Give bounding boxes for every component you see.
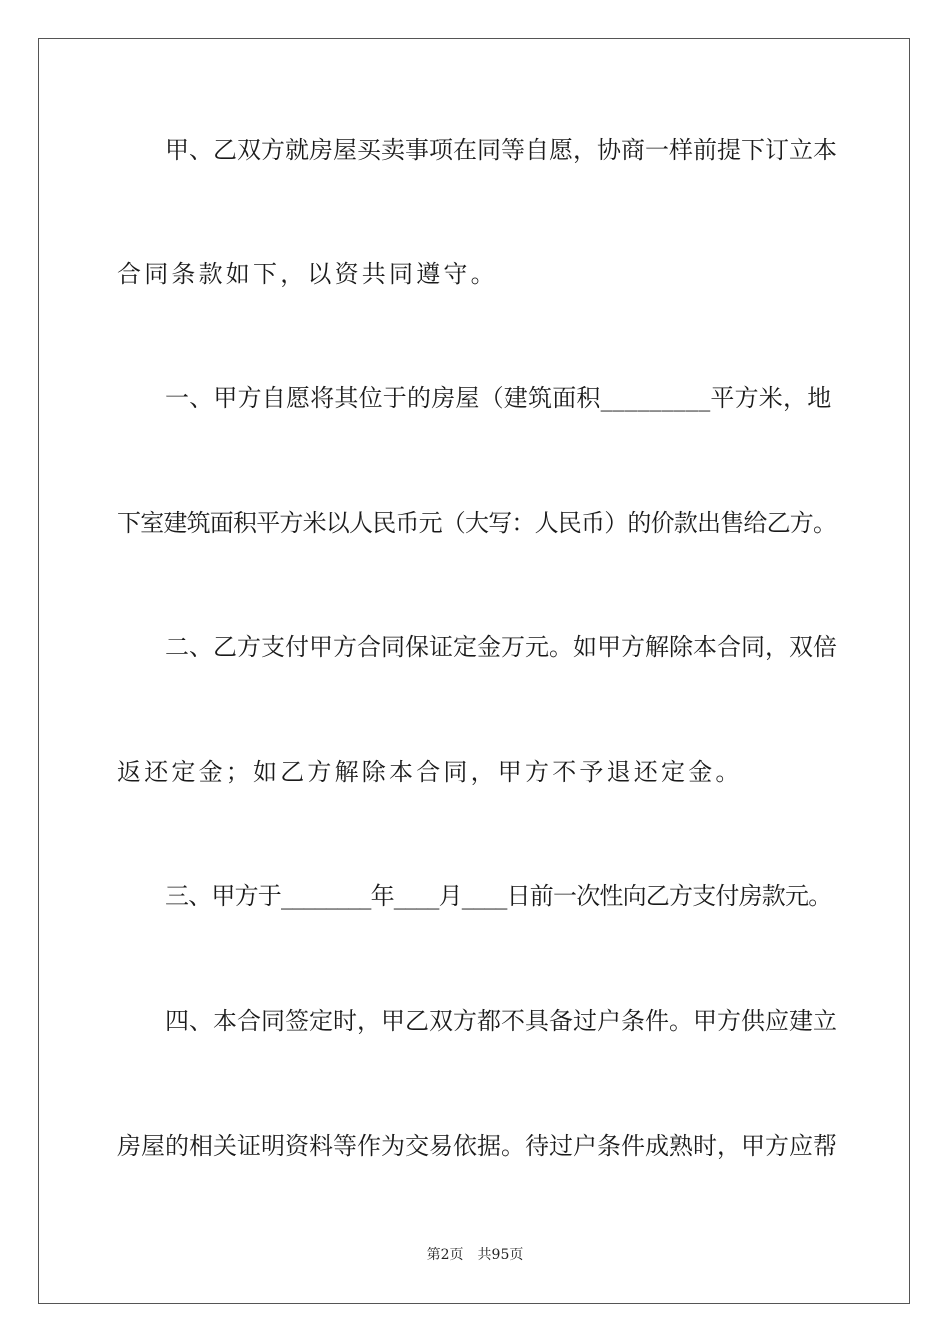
paragraph-line: 三、甲方于________年____月____日前一次性向乙方支付房款元。 <box>165 882 832 910</box>
paragraph-line: 房屋的相关证明资料等作为交易依据。待过户条件成熟时，甲方应帮 <box>117 1132 837 1160</box>
paragraph-line: 一、甲方自愿将其位于的房屋（建筑面积_________平方米，地 <box>165 384 832 412</box>
paragraph-line: 二、乙方支付甲方合同保证定金万元。如甲方解除本合同，双倍 <box>165 633 837 661</box>
paragraph-line: 返还定金；如乙方解除本合同，甲方不予退还定金。 <box>117 758 743 786</box>
paragraph-line: 下室建筑面积平方米以人民币元（大写：人民币）的价款出售给乙方。 <box>117 509 837 537</box>
page-footer <box>0 1246 950 1264</box>
paragraph-line: 合同条款如下，以资共同遵守。 <box>117 260 498 288</box>
paragraph-line: 四、本合同签定时，甲乙双方都不具备过户条件。甲方供应建立 <box>165 1007 837 1035</box>
total-pages: 共95页 <box>477 1247 524 1263</box>
page-number: 第2页 <box>426 1247 464 1263</box>
page-frame <box>38 38 910 1304</box>
paragraph-line: 甲、乙双方就房屋买卖事项在同等自愿，协商一样前提下订立本 <box>165 136 837 164</box>
